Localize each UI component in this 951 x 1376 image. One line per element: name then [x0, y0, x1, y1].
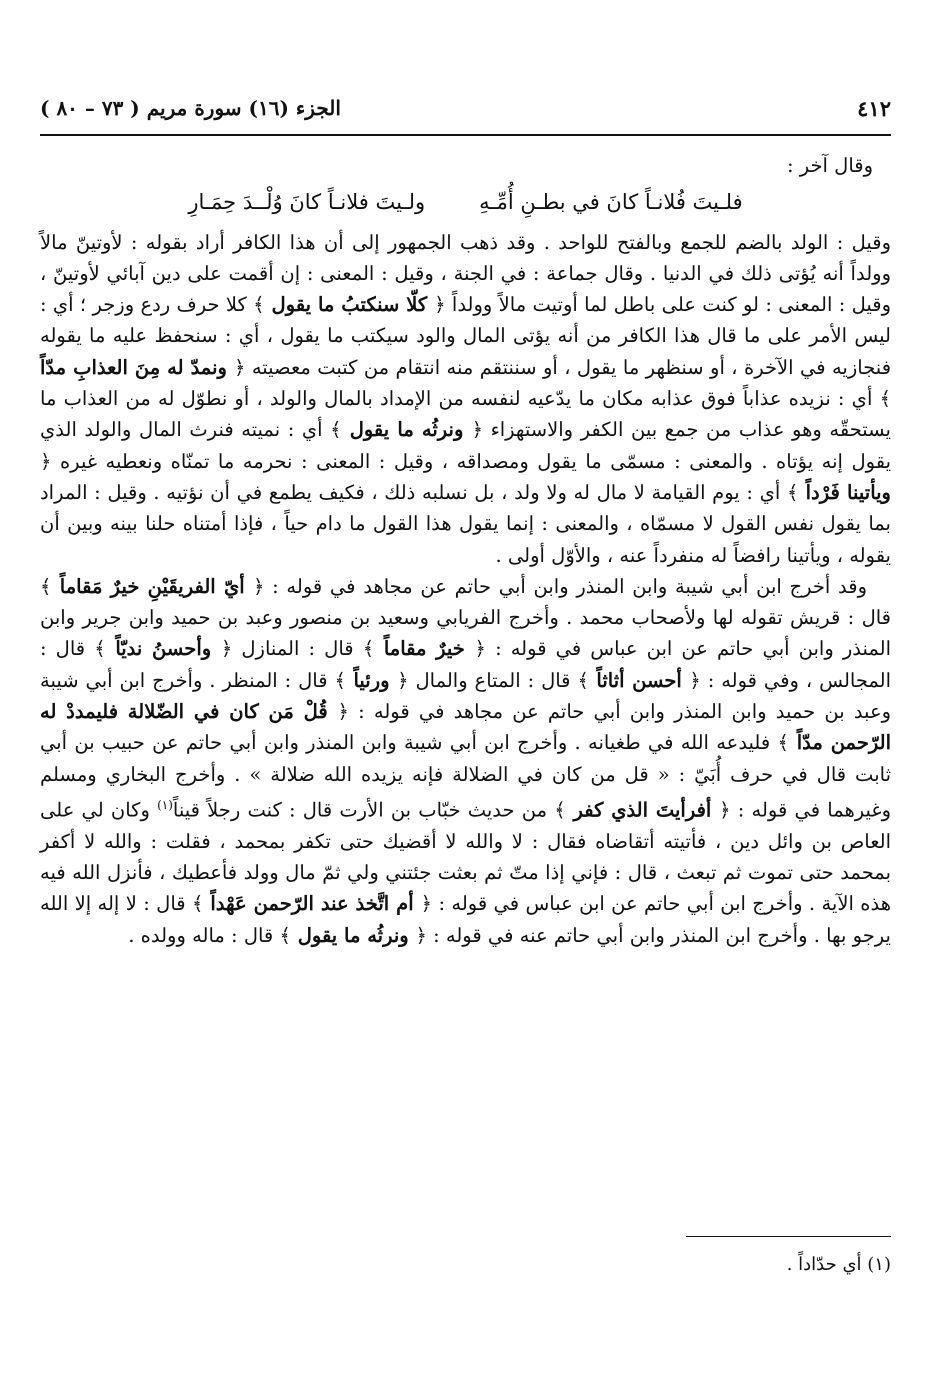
quran-quote — [554, 798, 730, 821]
quote-bracket-close: ﴾ — [330, 418, 342, 442]
quote-bracket-open: ﴿ — [719, 798, 731, 822]
text-run: قال : المنازل — [241, 637, 354, 661]
quran-quote — [279, 924, 426, 947]
poem-verse — [40, 187, 891, 218]
header-divider — [40, 134, 891, 136]
quote-text: أحسن أثاثاً — [596, 668, 682, 692]
quote-text: أم اتَّخذ عند الرّحمن عَهْداً — [210, 892, 414, 916]
quran-quote — [335, 669, 409, 692]
text-run: وكان لي على العاص بن وائل دين ، فأتيته أتقاضاه فقال : لا والله لا أقضيك حتى تكفر بمحمد ، فقلت : والله لا أكفر بمحمد حتى تموت ثم تبعث ، قال : فإني إذا متّ ثم بعثت جئتني ولي ثمّ مال وولد فأعطيك ، فأنزل الله فيه هذه الآية . وأخرج ابن أبي حاتم عن ابن عباس في قوله : — [40, 798, 891, 916]
page-number: ٤١٢ — [857, 96, 891, 121]
poem-hemistich-first: فلـيتَ فُلانـاً كانَ في بطـنِ أُمِّـهِ — [479, 190, 743, 215]
text-run: من حديث خبّاب بن الأرت قال : كنت رجلاً قيناً — [172, 798, 548, 822]
quote-text: كلّا سنكتبُ ما يقول — [271, 293, 428, 317]
quote-text: قُلْ مَن كان في الضّلالة فليمددْ له الرّحمن مدّاً — [40, 700, 891, 755]
quote-bracket-open: ﴿ — [415, 923, 427, 947]
quote-bracket-open: ﴿ — [471, 418, 483, 442]
poem-hemistich-second: ولـيتَ فلانـاً كانَ وُلْــدَ حِمَـارِ — [188, 190, 426, 215]
quote-text: ونرثُه ما يقول — [349, 418, 464, 442]
quote-bracket-close: ﴾ — [554, 798, 566, 822]
main-text — [40, 150, 891, 951]
quran-quote — [330, 418, 483, 441]
quote-bracket-open: ﴿ — [397, 668, 409, 692]
text-run: قال : المجالس ، وفي قوله : — [40, 637, 892, 692]
quote-bracket-close: ﴾ — [191, 892, 204, 916]
quote-bracket-close: ﴾ — [577, 668, 589, 692]
quran-quote — [577, 669, 700, 692]
quote-bracket-open: ﴿ — [220, 637, 233, 661]
quote-bracket-close: ﴾ — [94, 637, 106, 661]
quote-bracket-close: ﴾ — [279, 923, 291, 947]
text-run: أي : نميته فنرث المال والولد الذي يقول إنه يؤتاه . والمعنى : مسمّى ما يقول ومصداقه ، وقيل : المعنى : نحرمه ما تمنّاه ونعطيه غيره — [40, 418, 891, 473]
footnote-reference[interactable]: (١) — [157, 797, 173, 812]
quran-quote — [253, 293, 445, 316]
quote-text: أيّ الفريقَيْنِ خيرٌ مَقاماً — [59, 574, 245, 598]
quote-bracket-open: ﴿ — [252, 574, 265, 598]
quote-bracket-close: ﴾ — [362, 637, 375, 661]
quote-bracket-open: ﴿ — [434, 293, 446, 317]
text-run: كلا حرف ردع وزجر ؛ أي : ليس الأمر على ما قال هذا الكافر من أنه يؤتى المال والود سيكتب ما يقول ، أي : سنحفظ عليه ما يقوله فنجازيه في الآخرة ، أو سنظهر ما يقول ، أو سننتقم منه انتقام من كتبت معصيته — [40, 293, 892, 379]
quote-bracket-close: ﴾ — [40, 574, 52, 598]
commentary-paragraph-2 — [40, 571, 891, 951]
quote-bracket-close: ﴾ — [334, 668, 346, 692]
quote-text: أفرأيتَ الذي كفر — [573, 798, 712, 822]
text-run: فليدعه الله في طغيانه . وأخرج ابن أبي شيبة وابن المنذر وابن أبي حاتم عن حبيب بن أبي ثابت قال في حرف أُبَيّ : « قل من كان في الضلالة فإنه يزيده الله ضلالة » . وأخرج البخاري ومسلم وغيرهما في قوله : — [40, 731, 892, 822]
quote-bracket-open: ﴿ — [337, 700, 349, 724]
quote-text: خيرٌ مقاماً — [383, 637, 465, 661]
text-run: قال : ماله وولده . — [128, 923, 274, 947]
commentary-paragraph-1 — [40, 227, 891, 571]
quran-quote — [40, 575, 264, 598]
quote-bracket-close: ﴾ — [777, 731, 789, 755]
quote-text: وأحسنُ نديّاً — [115, 637, 212, 661]
text-run: وقد أخرج ابن أبي شيبة وابن المنذر وابن أبي حاتم عن مجاهد في قوله : — [272, 574, 868, 598]
quote-text: ونمدّ له مِنَ العذابِ مدّاً — [40, 355, 227, 379]
text-run: قال : المتاع والمال — [415, 668, 571, 692]
text-run: وقيل : الولد بالضم للجمع وبالفتح للواحد . وقد ذهب الجمهور إلى أن هذا الكافر أراد بقوله : لأوتينّ مالاً وولداً أنه يُؤتى ذلك في الدنيا . وقال جماعة : في الجنة ، وقيل : المعنى : إن أقمت على دين آبائي لأوتينّ ، وقيل : المعنى : لو كنت على باطل لما أوتيت مالاً وولداً — [40, 230, 892, 317]
quote-bracket-close: ﴾ — [253, 293, 265, 317]
quran-quote — [192, 892, 432, 915]
text-run: قال : المنظر . وأخرج ابن أبي شيبة وعبد بن حميد وابن المنذر وابن أبي حاتم عن مجاهد في قوله : — [40, 668, 891, 724]
footnote: (١) أي حدّاداً . — [786, 1254, 891, 1275]
page-header — [40, 96, 891, 132]
quote-bracket-close: ﴾ — [786, 480, 799, 504]
text-run: قال : لا إله إلا الله يرجو بها . وأخرج ابن المنذر وابن أبي حاتم عنه في قوله : — [40, 892, 891, 947]
running-head: الجزء (١٦) سورة مريم ( ٧٣ – ٨٠ ) — [40, 96, 341, 120]
poem-intro: وقال آخر : — [786, 154, 873, 177]
footnote-divider — [686, 1236, 891, 1237]
quote-bracket-open: ﴿ — [40, 449, 52, 473]
quote-bracket-open: ﴿ — [233, 355, 246, 379]
quran-quote — [94, 637, 232, 660]
quote-text: ونرثُه ما يقول — [297, 923, 409, 947]
text-run: قال : قريش تقوله لها ولأصحاب محمد . وأخرج الفريابي وسعيد بن منصور وعبد بن حميد وابن جرير وابن المنذر وابن أبي حاتم عن ابن عباس في قوله : — [40, 606, 892, 661]
text-run: أي : يوم القيامة لا مال له ولا ولد ، بل نسلبه ذلك ، فكيف يطمع في أن نؤتيه . وقيل : المراد بما يقول نفس القول لا مسمّاه ، والمعنى : إنما يقول هذا القول ما دام حياً ، فإذا أمتناه حلنا بينه وبين أن يقوله ، ويأتينا رافضاً له منفرداً عنه ، والأوّل أولى . — [40, 480, 891, 567]
quote-bracket-open: ﴿ — [689, 668, 701, 692]
text-run: أي : نزيده عذاباً فوق عذابه مكان ما يدّعيه لنفسه من الإمداد بالمال والولد ، أو نطوّل له من العذاب ما يستحقّه وهو عذاب من جمع بين الكفر والاستهزاء — [40, 387, 891, 442]
quote-text: ويأتينا فَرْداً — [805, 480, 891, 504]
quote-bracket-close: ﴾ — [879, 387, 891, 411]
quote-text: ورئياً — [353, 668, 390, 692]
quote-bracket-open: ﴿ — [420, 892, 433, 916]
quote-bracket-open: ﴿ — [474, 637, 486, 661]
quran-quote — [363, 637, 486, 660]
